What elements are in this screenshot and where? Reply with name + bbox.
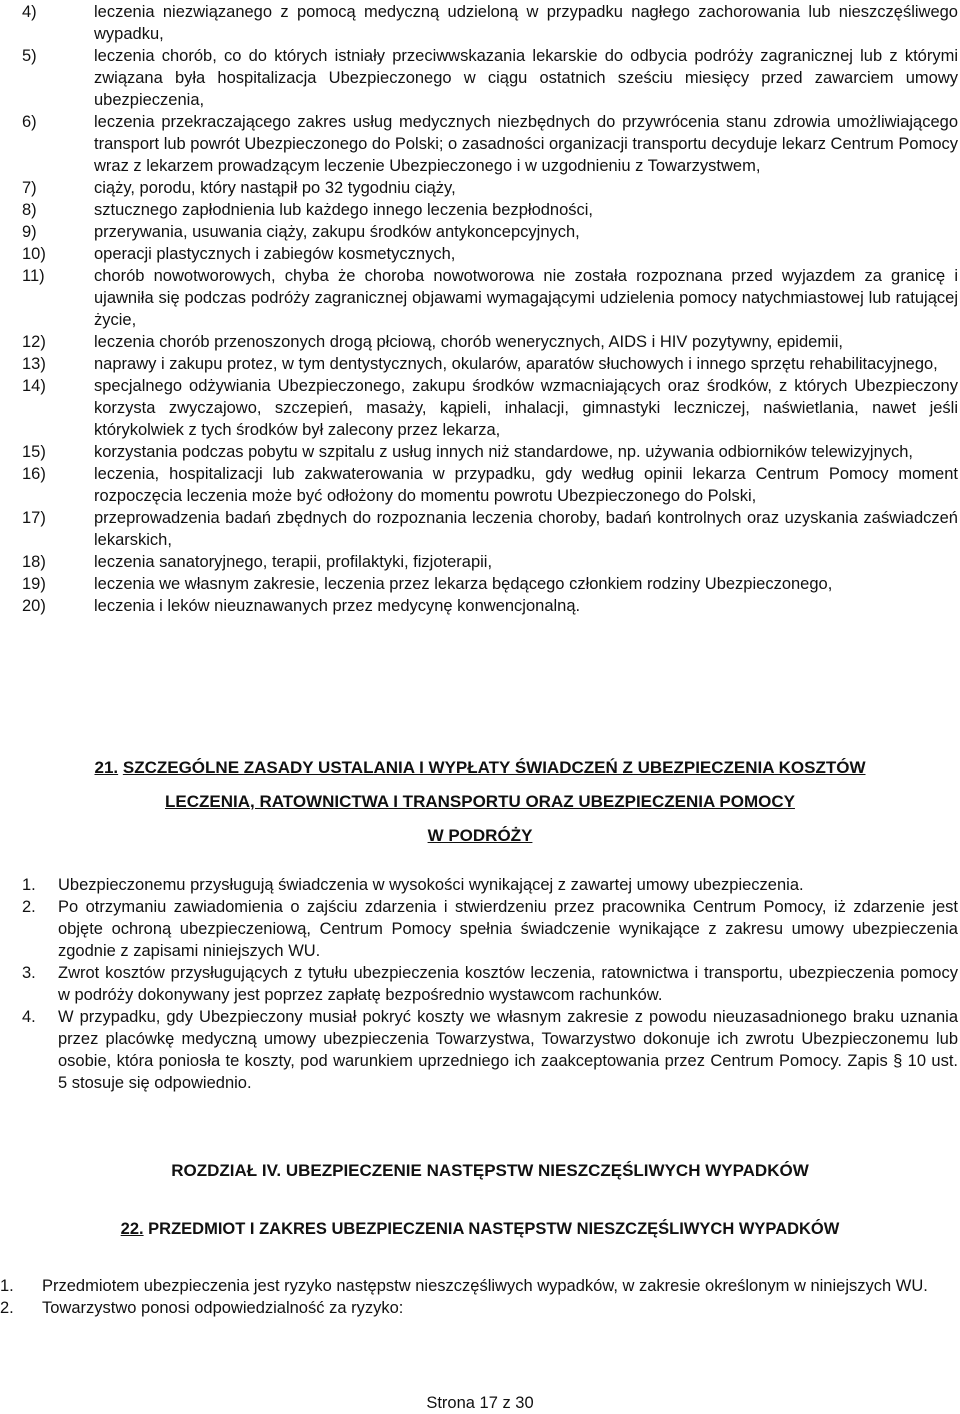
list-item [22, 1, 958, 45]
list-item [22, 573, 958, 595]
item-text: leczenia przekraczającego zakres usług medycznych niezbędnych do przywrócenia stanu zdrowia umożliwiającego transport lub powrót Ubezpieczonego do Polski; o zasadności organizacji transportu decyduje lekarz Centrum Pomocy wraz z lekarzem prowadzącym leczenie Ubezpieczonego i w uzgodnieniu z Towarzystwem, [94, 113, 958, 175]
item-text: sztucznego zapłodnienia lub każdego innego leczenia bezpłodności, [94, 201, 594, 219]
item-number: 7) [22, 179, 37, 197]
item-text: leczenia niezwiązanego z pomocą medyczną udzieloną w przypadku nagłego zachorowania lub nieszczęśliwego wypadku, [94, 3, 958, 43]
item-text: leczenia, hospitalizacji lub zakwaterowania w przypadku, gdy według opinii lekarza Centrum Pomocy moment rozpoczęcia leczenia może być odłożony do momentu powrotu Ubezpieczonego do Polski, [94, 465, 958, 505]
list-item [22, 111, 958, 177]
item-text: przeprowadzenia badań zbędnych do rozpoznania leczenia choroby, badań kontrolnych oraz uzyskania zaświadczeń lekarskich, [94, 509, 958, 549]
list-item [22, 375, 958, 441]
item-number: 6) [22, 113, 37, 131]
item-text: korzystania podczas pobytu w szpitalu z usług innych niż standardowe, np. używania odbiorników telewizyjnych, [94, 443, 914, 461]
page-footer: Strona 17 z 30 [426, 1394, 534, 1412]
item-text: leczenia i leków nieuznawanych przez medycynę konwencjonalną. [94, 597, 581, 615]
item-text: chorób nowotworowych, chyba że choroba nowotworowa nie została rozpoznana przed wyjazdem za granicę i ujawniła się podczas podróży zagranicznej objawami wymagającymi udzielenia pomocy natychmiastowej lub ratującej życie, [94, 267, 958, 329]
list-item [22, 221, 958, 243]
item-number: 18) [22, 553, 46, 571]
item-number: 2. [22, 898, 36, 916]
item-number: 9) [22, 223, 37, 241]
item-number: 1. [0, 1277, 14, 1295]
section-21-title-line3: W PODRÓŻY [427, 826, 533, 845]
list-item [22, 1006, 958, 1094]
item-text: leczenia chorób przenoszonych drogą płciową, chorób wenerycznych, AIDS i HIV pozytywny, epidemii, [94, 333, 843, 351]
list-item [22, 265, 958, 331]
item-number: 19) [22, 575, 46, 593]
item-number: 1. [22, 876, 36, 894]
item-number: 4. [22, 1008, 36, 1026]
item-number: 13) [22, 355, 46, 373]
list-item [22, 243, 958, 265]
item-text: Ubezpieczonemu przysługują świadczenia w wysokości wynikającej z zawartej umowy ubezpieczenia. [58, 876, 804, 894]
section-21-list [22, 874, 958, 1094]
exclusions-list [22, 1, 958, 617]
list-item [22, 595, 958, 617]
list-item [22, 874, 958, 896]
list-item [22, 353, 958, 375]
item-number: 8) [22, 201, 37, 219]
item-number: 2. [0, 1299, 14, 1317]
section-21-title-line1: SZCZEGÓLNE ZASADY USTALANIA I WYPŁATY ŚWIADCZEŃ Z UBEZPIECZENIA KOSZTÓW [122, 758, 866, 777]
item-text: naprawy i zakupu protez, w tym dentystycznych, okularów, aparatów słuchowych i innego sprzętu rehabilitacyjnego, [94, 355, 938, 373]
item-text: przerywania, usuwania ciąży, zakupu środków antykoncepcyjnych, [94, 223, 580, 241]
list-item [22, 331, 958, 353]
section-22-list [0, 1275, 958, 1319]
item-number: 20) [22, 597, 46, 615]
list-item [22, 463, 958, 507]
list-item [22, 896, 958, 962]
item-text: specjalnego odżywiania Ubezpieczonego, zakupu środków wzmacniających oraz środków, z których Ubezpieczony korzysta zwyczajowo, szczepień, masaży, kąpieli, inhalacji, gimnastyki leczniczej, naświetlania, nawet jeśli którykolwiek z tych środków był zalecony przez lekarza, [94, 377, 958, 439]
item-number: 15) [22, 443, 46, 461]
item-number: 17) [22, 509, 46, 527]
item-number: 10) [22, 245, 46, 263]
section-21-number: 21. [94, 758, 119, 777]
item-text: ciąży, porodu, który nastąpił po 32 tygodniu ciąży, [94, 179, 456, 197]
item-number: 12) [22, 333, 46, 351]
item-number: 11) [22, 267, 45, 285]
list-item [22, 441, 958, 463]
item-text: leczenia chorób, co do których istniały przeciwwskazania lekarskie do odbycia podróży zagranicznej lub z którymi związana była hospitalizacja Ubezpieczonego w ciągu ostatnich sześciu miesięcy przed zawarciem umowy ubezpieczenia, [94, 47, 958, 109]
item-text: Zwrot kosztów przysługujących z tytułu ubezpieczenia kosztów leczenia, ratownictwa i transportu, ubezpieczenia pomocy w podróży dokonywany jest poprzez zapłatę bezpośrednio wystawcom rachunków. [58, 964, 958, 1004]
item-text: leczenia sanatoryjnego, terapii, profilaktyki, fizjoterapii, [94, 553, 493, 571]
item-text: leczenia we własnym zakresie, leczenia przez lekarza będącego członkiem rodziny Ubezpieczonego, [94, 575, 833, 593]
section-22-title: PRZEDMIOT I ZAKRES UBEZPIECZENIA NASTĘPSTW NIESZCZĘŚLIWYCH WYPADKÓW [148, 1220, 840, 1238]
list-item [22, 962, 958, 1006]
item-text: W przypadku, gdy Ubezpieczony musiał pokryć koszty we własnym zakresie z powodu nieuzasadnionego braku uznania przez placówkę medyczną umowy ubezpieczenia Towarzystwa, Towarzystwo dokonuje ich zwrotu Ubezpieczonemu lub osobie, która poniosła te koszty, pod warunkiem uprzedniego ich zaakceptowania przez Centrum Pomocy. Zapis § 10 ust. 5 stosuje się odpowiednio. [58, 1008, 958, 1092]
list-item [22, 45, 958, 111]
list-item [0, 1275, 958, 1297]
section-22-number: 22. [120, 1220, 144, 1238]
list-item [22, 177, 958, 199]
chapter-heading: ROZDZIAŁ IV. UBEZPIECZENIE NASTĘPSTW NIESZCZĘŚLIWYCH WYPADKÓW [171, 1161, 809, 1180]
item-number: 14) [22, 377, 46, 395]
item-text: operacji plastycznych i zabiegów kosmetycznych, [94, 245, 456, 263]
item-text: Po otrzymaniu zawiadomienia o zajściu zdarzenia i stwierdzeniu przez pracownika Centrum Pomocy, iż zdarzenie jest objęte ochroną ubezpieczeniową, Centrum Pomocy spełnia świadczenie wynikające z zakresu umowy ubezpieczenia zgodnie z zapisami niniejszych WU. [58, 898, 958, 960]
section-21-title-line2: LECZENIA, RATOWNICTWA I TRANSPORTU ORAZ UBEZPIECZENIA POMOCY [165, 792, 795, 811]
item-number: 3. [22, 964, 36, 982]
list-item [0, 1297, 958, 1319]
item-text: Towarzystwo ponosi odpowiedzialność za ryzyko: [42, 1299, 404, 1317]
section-21-heading [20, 751, 940, 853]
item-number: 16) [22, 465, 46, 483]
item-number: 5) [22, 47, 37, 65]
item-text: Przedmiotem ubezpieczenia jest ryzyko następstw nieszczęśliwych wypadków, w zakresie określonym w niniejszych WU. [42, 1277, 928, 1295]
list-item [22, 551, 958, 573]
section-22-heading [40, 1218, 920, 1240]
list-item [22, 507, 958, 551]
item-number: 4) [22, 3, 37, 21]
list-item [22, 199, 958, 221]
